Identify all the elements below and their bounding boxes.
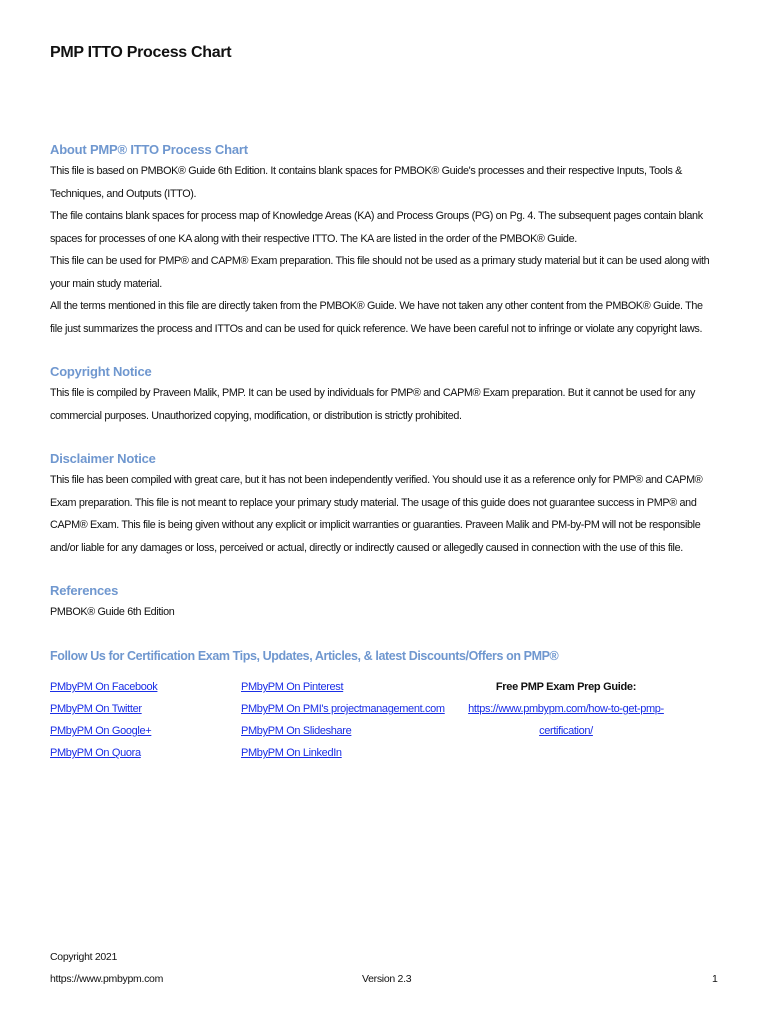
- about-paragraph: This file can be used for PMP® and CAPM® Exam preparation. This file should not be used as a primary study material but it can be used along with your main study material.: [50, 255, 710, 290]
- links-column-2: [241, 676, 445, 764]
- about-section: [50, 140, 710, 340]
- footer-left: [50, 946, 163, 990]
- footer-page-number: 1: [712, 973, 718, 985]
- about-paragraph: All the terms mentioned in this file are directly taken from the PMBOK® Guide. We have not taken any other content from the PMBOK® Guide. The file just summarizes the process and ITTOs and can be used for quick reference. We have been careful not to infringe or violate any copyright laws.: [50, 300, 703, 335]
- disclaimer-heading: Disclaimer Notice: [50, 451, 156, 466]
- footer-site: https://www.pmbypm.com: [50, 973, 164, 985]
- link-pinterest[interactable]: PMbyPM On Pinterest: [241, 681, 344, 693]
- prep-guide-column: [466, 676, 666, 742]
- about-paragraph: The file contains blank spaces for process map of Knowledge Areas (KA) and Process Groups (PG) on Pg. 4. The subsequent pages contain blank spaces for processes of one KA along with their respective ITTO. The KA are listed in the order of the PMBOK® Guide.: [50, 210, 703, 245]
- follow-heading: Follow Us for Certification Exam Tips, Updates, Articles, & latest Discounts/Offers on PMP®: [50, 648, 559, 663]
- page-footer: [0, 940, 768, 1000]
- prep-guide-link-continued[interactable]: certification/: [539, 725, 593, 737]
- links-column-1: [50, 676, 157, 764]
- prep-guide-link[interactable]: https://www.pmbypm.com/how-to-get-pmp-: [468, 703, 664, 715]
- page-title: PMP ITTO Process Chart: [50, 44, 232, 61]
- references-heading: References: [50, 583, 119, 598]
- prep-guide-title: Free PMP Exam Prep Guide:: [495, 681, 637, 693]
- follow-section: [50, 646, 710, 666]
- link-twitter[interactable]: PMbyPM On Twitter: [50, 703, 142, 715]
- references-section: [50, 581, 710, 624]
- social-links: [50, 676, 730, 766]
- about-heading: About PMP® ITTO Process Chart: [50, 142, 248, 157]
- footer-version: Version 2.3: [362, 973, 412, 985]
- footer-copyright: Copyright 2021: [50, 951, 118, 963]
- link-projectmanagement[interactable]: PMbyPM On PMI's projectmanagement.com: [241, 703, 445, 715]
- copyright-section: [50, 362, 710, 427]
- link-facebook[interactable]: PMbyPM On Facebook: [50, 681, 158, 693]
- references-text: PMBOK® Guide 6th Edition: [50, 606, 175, 618]
- disclaimer-section: [50, 449, 710, 559]
- about-paragraph: This file is based on PMBOK® Guide 6th Edition. It contains blank spaces for PMBOK® Guide's processes and their respective Inputs, Tools & Techniques, and Outputs (ITTO).: [50, 165, 683, 200]
- main-content: [50, 140, 710, 666]
- disclaimer-text: This file has been compiled with great care, but it has not been independently verified. You should use it as a reference only for PMP® and CAPM® Exam preparation. This file is not meant to replace your primary study material. The usage of this guide does not guarantee success in PMP® and CAPM® Exam. This file is being given without any explicit or implicit warranties or guaranties. Praveen Malik and PM-by-PM will not be responsible and/or liable for any damages or loss, perceived or actual, directly or indirectly caused or allegedly caused in connection with the use of this file.: [50, 474, 703, 554]
- link-slideshare[interactable]: PMbyPM On Slideshare: [241, 725, 352, 737]
- link-linkedin[interactable]: PMbyPM On LinkedIn: [241, 747, 342, 759]
- copyright-text: This file is compiled by Praveen Malik, PMP. It can be used by individuals for PMP® and CAPM® Exam preparation. But it cannot be used for any commercial purposes. Unauthorized copying, modification, or distribution is strictly prohibited.: [50, 387, 696, 422]
- link-google-plus[interactable]: PMbyPM On Google+: [50, 725, 152, 737]
- copyright-heading: Copyright Notice: [50, 364, 152, 379]
- link-quora[interactable]: PMbyPM On Quora: [50, 747, 141, 759]
